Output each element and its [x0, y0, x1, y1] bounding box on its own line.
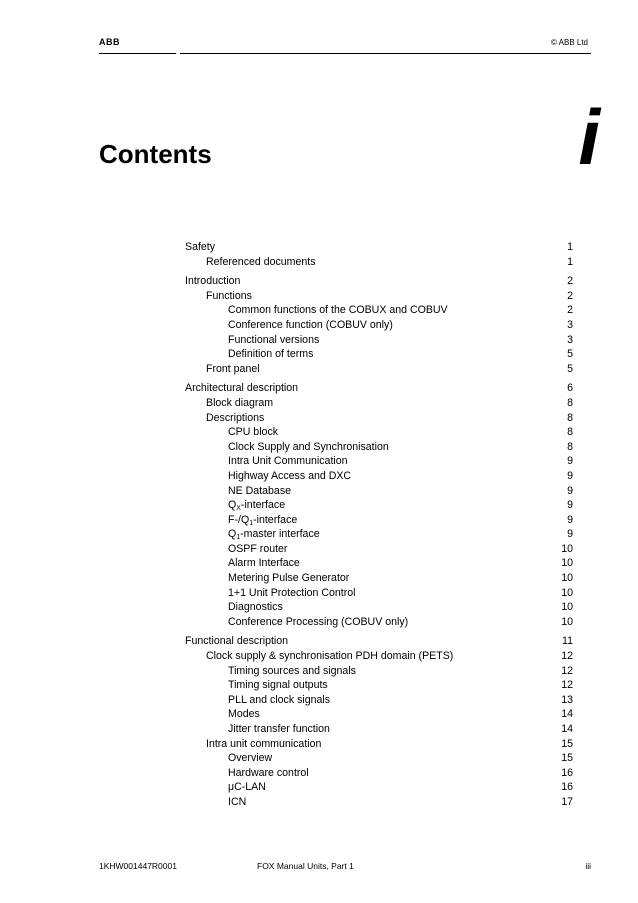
toc-entry-label: μC-LAN [228, 781, 266, 794]
toc-entry[interactable] [185, 737, 573, 752]
chapter-mark: i [578, 93, 600, 181]
toc-entry[interactable] [185, 634, 573, 649]
toc-entry[interactable] [185, 678, 573, 693]
toc-entry[interactable] [185, 780, 573, 795]
toc-entry-label: ICN [228, 795, 247, 808]
toc-entry[interactable] [185, 542, 573, 557]
toc-entry-page: 12 [561, 679, 573, 692]
toc-entry[interactable] [185, 556, 573, 571]
toc-entry[interactable] [185, 751, 573, 766]
toc-entry-label: Descriptions [206, 411, 265, 424]
toc-entry[interactable] [185, 527, 573, 542]
toc-entry-label: Functions [206, 289, 252, 302]
toc-entry-label: Diagnostics [228, 601, 283, 614]
toc-entry[interactable] [185, 440, 573, 455]
toc-entry-page: 8 [567, 411, 573, 424]
toc-entry-label: Q1-master interface [228, 528, 320, 542]
toc-entry-label: F-/Q1-interface [228, 513, 298, 527]
toc-entry-label: Introduction [185, 275, 241, 288]
abb-logo: ABB [99, 37, 120, 47]
toc-entry-page: 2 [567, 289, 573, 302]
toc-entry[interactable] [185, 586, 573, 601]
toc-entry-page: 10 [561, 615, 573, 628]
footer-doc-number: 1KHW001447R0001 [99, 861, 177, 871]
toc-entry[interactable] [185, 571, 573, 586]
toc-entry[interactable] [185, 396, 573, 411]
toc-entry[interactable] [185, 381, 573, 396]
toc-entry-page: 15 [561, 752, 573, 765]
toc-entry-page: 11 [562, 635, 573, 648]
toc-entry[interactable] [185, 274, 573, 289]
toc-entry-label: Common functions of the COBUX and COBUV [228, 304, 448, 317]
toc-entry-label: Functional description [185, 635, 289, 648]
toc-entry-label: Definition of terms [228, 348, 314, 361]
toc-entry[interactable] [185, 664, 573, 679]
toc-entry[interactable] [185, 411, 573, 426]
toc-entry-page: 14 [561, 708, 573, 721]
toc-entry-label: Architectural description [185, 382, 299, 395]
toc-entry-page: 8 [567, 426, 573, 439]
toc-entry[interactable] [185, 469, 573, 484]
toc-entry-page: 3 [567, 333, 573, 346]
toc-entry-page: 16 [561, 766, 573, 779]
toc-entry[interactable] [185, 615, 573, 630]
copyright-notice: © ABB Ltd [550, 38, 588, 47]
toc-entry[interactable] [185, 303, 573, 318]
toc-entry-label: Referenced documents [206, 255, 316, 268]
toc-entry[interactable] [185, 454, 573, 469]
toc-entry-label: Functional versions [228, 333, 320, 346]
toc-entry-page: 9 [567, 455, 573, 468]
toc-entry-page: 16 [561, 781, 573, 794]
toc-entry[interactable] [185, 766, 573, 781]
toc-entry-page: 14 [561, 723, 573, 735]
toc-entry-page: 9 [567, 513, 573, 526]
toc-entry-label: Conference Processing (COBUV only) [228, 615, 409, 628]
toc-entry-page: 12 [561, 650, 573, 663]
toc-entry-page: 10 [561, 557, 573, 570]
toc-entry-label: Conference function (COBUV only) [228, 318, 393, 331]
toc-entry[interactable] [185, 707, 573, 722]
footer-manual-title: FOX Manual Units, Part 1 [257, 861, 354, 871]
toc-entry-label: Overview [228, 752, 273, 765]
header-rule-right [180, 53, 591, 54]
toc-entry-label: PLL and clock signals [228, 693, 331, 706]
toc-entry-label: Highway Access and DXC [228, 469, 352, 482]
toc-entry-label: Timing signal outputs [228, 679, 328, 692]
toc-entry-page: 9 [567, 528, 573, 541]
toc-entry-label: Front panel [206, 362, 260, 375]
toc-entry[interactable] [185, 362, 573, 377]
toc-entry-page: 10 [561, 542, 573, 555]
toc-entry-label: 1+1 Unit Protection Control [228, 586, 356, 599]
toc-entry-subscript: X [236, 505, 241, 513]
table-of-contents [185, 240, 573, 810]
toc-entry-page: 9 [567, 484, 573, 497]
toc-entry-page: 2 [567, 304, 573, 317]
toc-entry-page: 5 [567, 348, 573, 361]
toc-entry-label: Metering Pulse Generator [228, 572, 350, 585]
toc-entry-page: 5 [567, 362, 573, 375]
toc-entry-label: Block diagram [206, 396, 274, 409]
toc-entry-page: 9 [567, 499, 573, 512]
toc-entry-label: OSPF router [228, 542, 288, 555]
toc-entry-page: 10 [561, 572, 573, 585]
toc-entry[interactable] [185, 347, 573, 362]
toc-entry-label: Safety [185, 241, 216, 253]
toc-entry-label: Alarm Interface [228, 557, 300, 570]
toc-entry[interactable] [185, 333, 573, 348]
toc-entry-page: 12 [561, 664, 573, 677]
page-title: Contents [99, 139, 212, 169]
toc-entry[interactable] [185, 255, 573, 270]
toc-entry[interactable] [185, 289, 573, 304]
toc-entry-label: Intra unit communication [206, 737, 322, 750]
toc-entry[interactable] [185, 318, 573, 333]
toc-entry[interactable] [185, 498, 573, 513]
toc-entry-subscript: 1 [236, 534, 241, 542]
toc-entry[interactable] [185, 484, 573, 499]
toc-entry-page: 10 [561, 601, 573, 614]
toc-entry-page: 1 [567, 255, 573, 268]
toc-entry-subscript: 1 [249, 519, 254, 527]
toc-entry-page: 15 [561, 737, 573, 750]
toc-entry-page: 13 [561, 693, 573, 706]
toc-entry-label: Jitter transfer function [228, 723, 330, 735]
toc-entry-label: Clock Supply and Synchronisation [228, 440, 389, 453]
toc-entry-page: 2 [567, 275, 573, 288]
toc-entry[interactable] [185, 240, 573, 255]
toc-entry-page: 8 [567, 440, 573, 453]
toc-entry-label: Timing sources and signals [228, 664, 356, 677]
toc-entry-page: 8 [567, 396, 573, 409]
toc-entry-page: 3 [567, 318, 573, 331]
toc-entry-label: CPU block [228, 426, 279, 439]
toc-entry-label: NE Database [228, 484, 292, 497]
toc-entry[interactable] [185, 795, 573, 810]
toc-entry[interactable] [185, 425, 573, 440]
toc-entry-page: 10 [561, 586, 573, 599]
toc-entry-label: Clock supply & synchronisation PDH domain (PETS) [206, 650, 454, 663]
toc-entry[interactable] [185, 513, 573, 528]
toc-entry-page: 17 [561, 795, 573, 808]
toc-entry-page: 9 [567, 469, 573, 482]
toc-entry-label: Modes [228, 708, 260, 721]
toc-entry-label: Hardware control [228, 766, 309, 779]
toc-entry[interactable] [185, 722, 573, 737]
header-rule-left [99, 53, 176, 54]
toc-entry-label: QX-interface [228, 499, 286, 513]
toc-entry[interactable] [185, 693, 573, 708]
toc-entry-page: 6 [567, 382, 573, 395]
footer-page-number: iii [585, 861, 591, 871]
toc-entry[interactable] [185, 600, 573, 615]
toc-entry-page: 1 [567, 241, 573, 253]
toc-entry-label: Intra Unit Communication [228, 455, 348, 468]
toc-entry[interactable] [185, 649, 573, 664]
